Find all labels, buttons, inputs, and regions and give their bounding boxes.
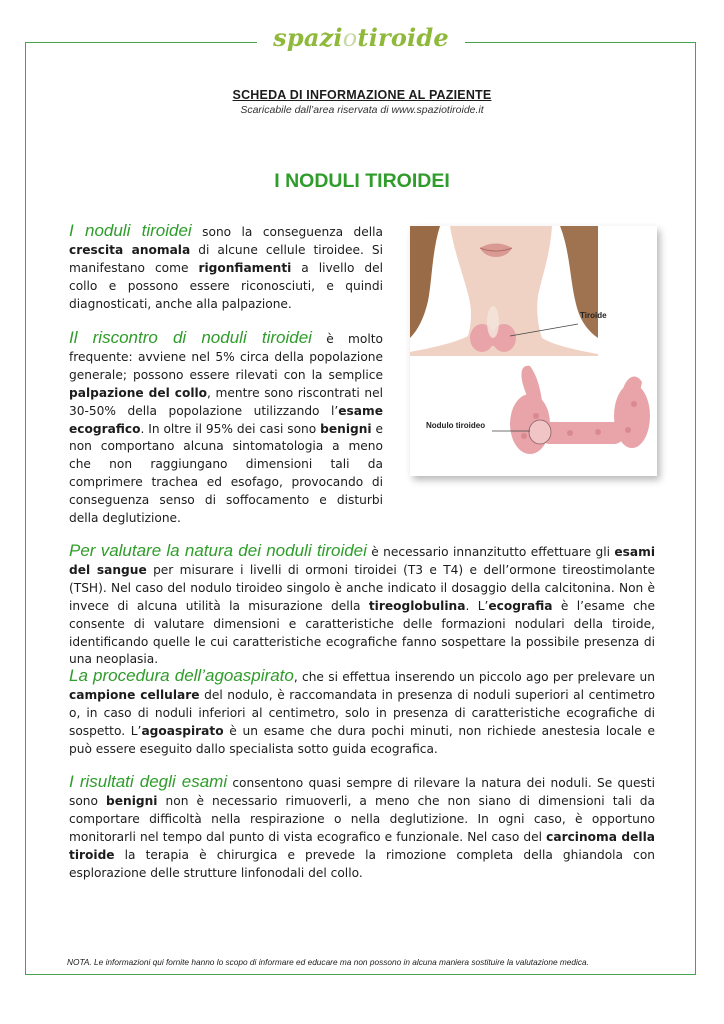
body-text: di alcune cellule tiroidee. Si manifestano come <box>69 242 383 275</box>
body-text: è l’esame che consente di valutare dimensioni e caratteristiche delle formazioni nodulari della tiroide, identificando quelle le cui caratteristiche ecografiche fanno sospettare la possibile presenza di una neoplasia. <box>69 598 655 667</box>
page-title: I NODULI TIROIDEI <box>274 170 450 192</box>
footnote: NOTA. Le informazioni qui fornite hanno lo scopo di informare ed educare ma non possono in alcuna maniera sostituire la valutazione medica. <box>67 957 589 967</box>
logo-mark: o <box>342 23 358 52</box>
paragraph-frequency <box>69 329 383 528</box>
label-nodulo: Nodulo tiroideo <box>426 421 486 430</box>
body-text: a livello del collo e possono essere riconosciuti, e quindi diagnosticati, anche alla palpazione. <box>69 260 383 311</box>
logo-part-1: spazi <box>273 22 343 52</box>
thyroid-illustration-svg <box>410 226 657 476</box>
bold-text: agoaspirato <box>141 723 224 738</box>
body-text: del nodulo, è raccomandata in presenza di noduli superiori al centimetro o, in caso di noduli inferiori al centimetro, solo in presenza di caratteristiche ecografiche di sospetto. L’ <box>69 687 656 738</box>
bold-text: campione cellulare <box>69 687 200 702</box>
body-text: è necessario innanzitutto effettuare gli <box>366 545 615 559</box>
section-lead: Per valutare la natura dei noduli tiroidei <box>69 541 367 560</box>
bold-text: benigni <box>106 793 158 808</box>
bold-text: carcinoma della tiroide <box>69 829 655 862</box>
bold-text: tireoglobulina <box>368 598 466 613</box>
sheet-title: SCHEDA DI INFORMAZIONE AL PAZIENTE <box>232 88 492 102</box>
bold-text: ecografia <box>488 598 553 613</box>
enlarged-thyroid <box>510 366 650 454</box>
body-text: e non comportano alcuna sintomatologia a meno che non raggiungano dimensioni tali da comprimere trachea ed esofago, provocando di conseguenza senso di soffocamento e disturbi della deglutizione. <box>69 421 384 526</box>
brand-logo <box>257 8 465 66</box>
body-text: . In oltre il 95% dei casi sono <box>140 421 321 436</box>
bold-text: crescita anomala <box>69 242 191 257</box>
body-text: è un esame che dura pochi minuti, non richiede anestesia locale e può essere eseguito dallo specialista sotto guida ecografica. <box>69 723 655 756</box>
paragraph-fine-needle-aspiration <box>69 667 655 759</box>
paragraph-intro <box>69 222 383 314</box>
bold-text: palpazione del collo <box>69 385 208 400</box>
body-text: sono la conseguenza della <box>191 225 383 239</box>
thyroid-illustration <box>410 226 657 476</box>
label-tiroide: Tiroide <box>580 311 607 320</box>
paragraph-evaluation <box>69 542 655 669</box>
body-text: per misurare i livelli di ormoni tiroidei (T3 e T4) e dell’ormone tireostimolante (TSH). Nel caso del nodulo tiroideo singolo è anche indicato il dosaggio della calcitonina. Non è invece di alcuna utilità la misurazione della <box>69 562 655 613</box>
section-lead: La procedura dell’agoaspirato <box>69 666 294 685</box>
nodule-marker <box>529 420 551 444</box>
body-text: la terapia è chirurgica e prevede la rimozione completa della ghiandola con esplorazione delle strutture linfonodali del collo. <box>69 847 655 880</box>
hair-shape-right <box>560 226 598 338</box>
section-lead: I noduli tiroidei <box>69 221 192 240</box>
section-lead: I risultati degli esami <box>69 772 228 791</box>
body-text: , che si effettua inserendo un piccolo ago per prelevare un <box>293 670 655 684</box>
sheet-subtitle: Scaricabile dall’area riservata di www.spaziotiroide.it <box>240 104 484 116</box>
body-text: . L’ <box>465 598 489 613</box>
body-text: consentono quasi sempre di rilevare la natura dei noduli. Se questi sono <box>69 776 655 808</box>
body-text: non è necessario rimuoverli, a meno che non siano di dimensioni tali da comportare difficoltà nella respirazione o nella deglutizione. In ogni caso, è opportuno monitorarli nel tempo dal punto di vista ecografico e funzionale. Nel caso del <box>69 793 655 844</box>
bold-text: esami del sangue <box>69 545 655 577</box>
logo-part-2: tiroide <box>357 22 449 52</box>
hair-shape <box>410 226 440 338</box>
body-text: , mentre sono riscontrati nel 30-50% della popolazione utilizzando l’ <box>69 385 383 418</box>
bold-text: esame ecografico <box>69 403 383 436</box>
logo-text <box>273 23 449 52</box>
paragraph-results <box>69 773 655 882</box>
body-text: è molto frequente: avviene nel 5% circa della popolazione generale; possono essere rilevati con la semplice <box>69 332 383 382</box>
bold-text: benigni <box>320 421 372 436</box>
section-lead: Il riscontro di noduli tiroidei <box>69 328 312 347</box>
bold-text: rigonfiamenti <box>198 260 292 275</box>
